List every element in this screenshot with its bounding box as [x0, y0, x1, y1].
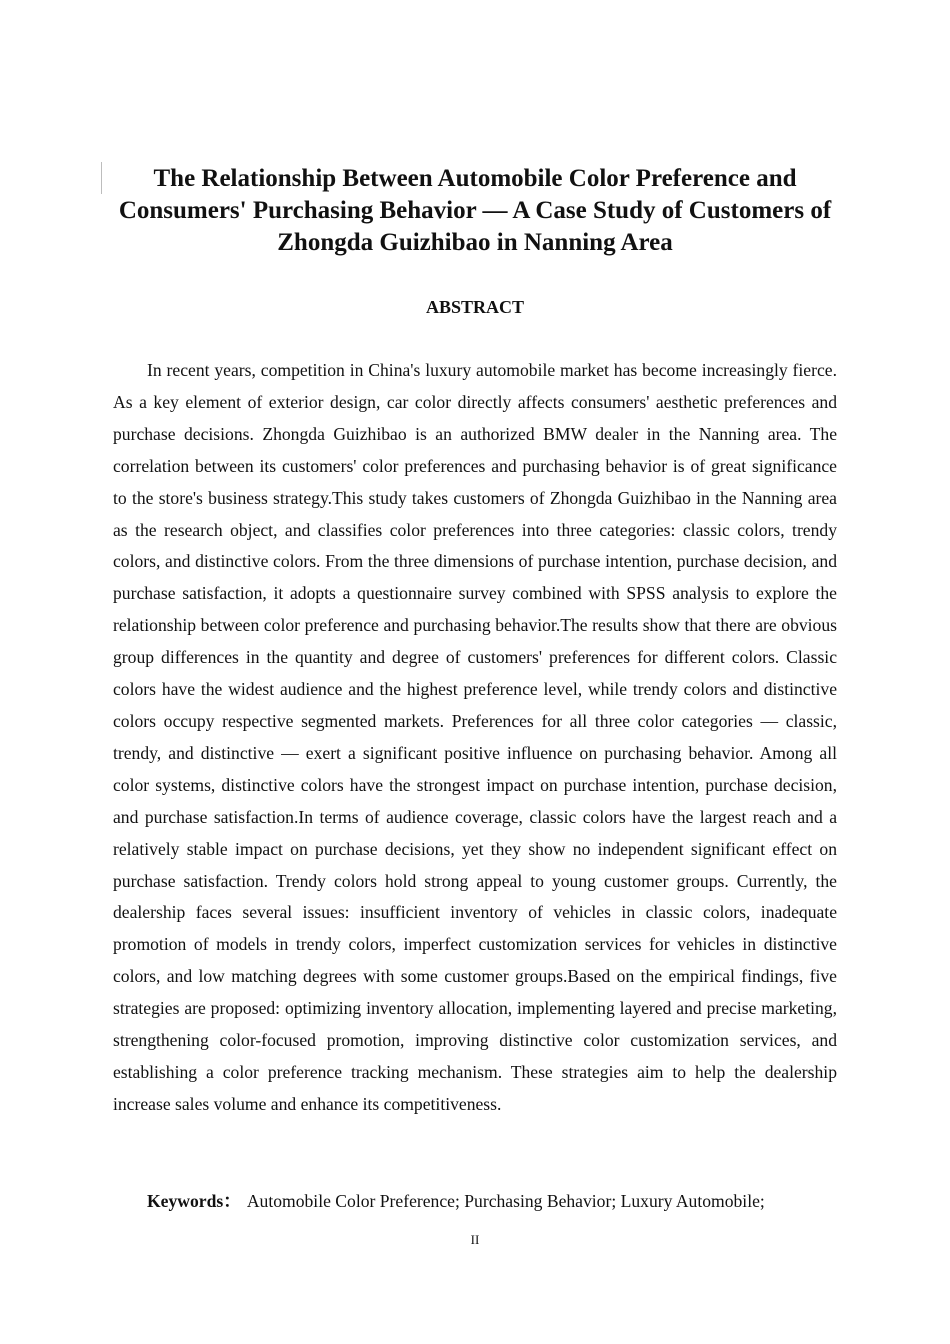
keywords-line	[147, 1186, 847, 1217]
keywords-separator: ：	[223, 1191, 241, 1211]
page-number: II	[470, 1232, 480, 1247]
abstract-heading: ABSTRACT	[425, 297, 525, 317]
abstract-paragraph: In recent years, competition in China's luxury automobile market has become increasingly fierce. As a key element of exterior design, car color directly affects consumers' aesthetic preferences and purchase decisions. Zhongda Guizhibao is an authorized BMW dealer in the Nanning area. The correlation between its customers' color preferences and purchasing behavior is of great significance to the store's business strategy.This study takes customers of Zhongda Guizhibao in the Nanning area as the research object, and classifies color preferences into three categories: classic colors, trendy colors, and distinctive colors. From the three dimensions of purchase intention, purchase decision, and purchase satisfaction, it adopts a questionnaire survey combined with SPSS analysis to explore the relationship between color preference and purchasing behavior.The results show that there are obvious group differences in the quantity and degree of customers' preferences for different colors. Classic colors have the widest audience and the highest preference level, while trendy colors and distinctive colors occupy respective segmented markets. Preferences for all three color categories — classic, trendy, and distinctive — exert a significant positive influence on purchasing behavior. Among all color systems, distinctive colors have the strongest impact on purchase intention, purchase decision, and purchase satisfaction.In terms of audience coverage, classic colors have the largest reach and a relatively stable impact on purchase decisions, yet they show no independent significant effect on purchase satisfaction. Trendy colors hold strong appeal to young customer groups. Currently, the dealership faces several issues: insufficient inventory of vehicles in classic colors, inadequate promotion of models in trendy colors, imperfect customization services for vehicles in distinctive colors, and low matching degrees with some customer groups.Based on the empirical findings, five strategies are proposed: optimizing inventory allocation, implementing layered and precise marketing, strengthening color-focused promotion, improving distinctive color customization services, and establishing a color preference tracking mechanism. These strategies aim to help the dealership increase sales volume and enhance its competitiveness.	[113, 360, 837, 1114]
keywords-text: Automobile Color Preference; Purchasing Behavior; Luxury Automobile;	[246, 1191, 765, 1211]
document-title: The Relationship Between Automobile Color Preference and Consumers' Purchasing Behavior — A Case Study of Customers of Zhongda Guizhibao in Nanning Area	[118, 165, 832, 256]
keywords-label: Keywords	[147, 1191, 224, 1211]
